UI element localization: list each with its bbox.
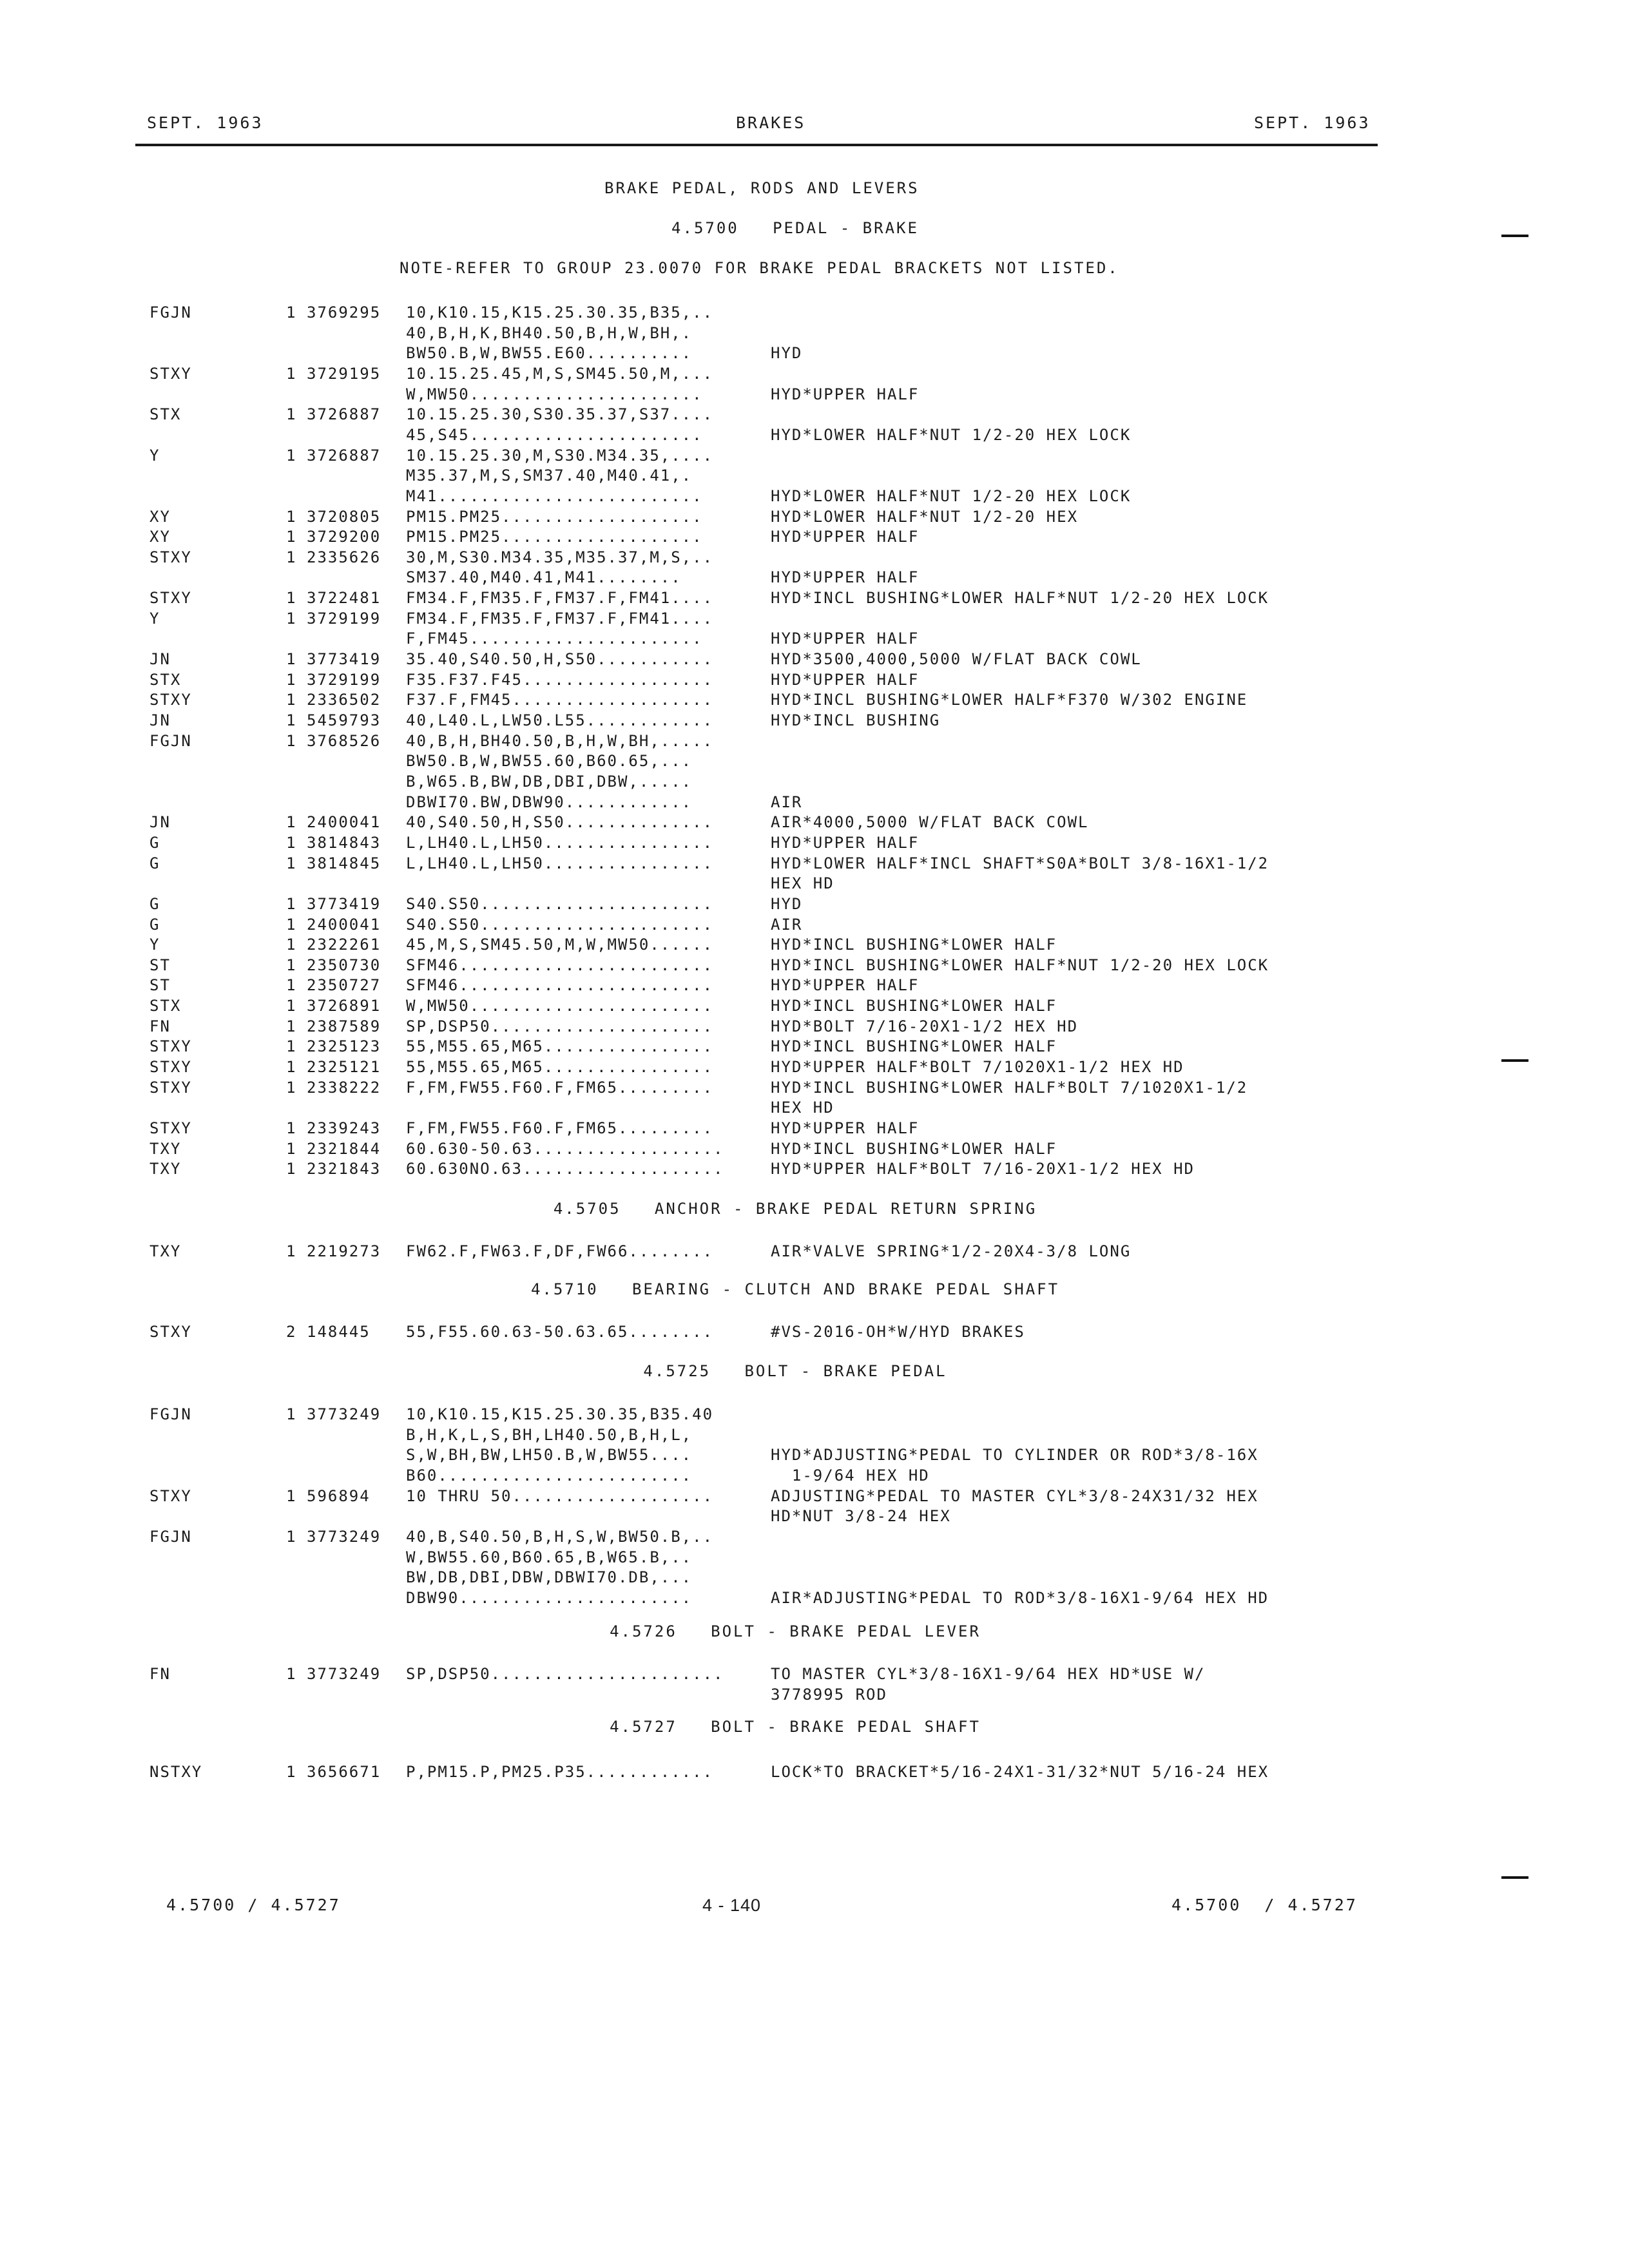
row-mod: 60.630-50.63.................. <box>406 1140 724 1158</box>
row-part: 2400041 <box>307 916 381 934</box>
row-part: 3729199 <box>307 610 381 628</box>
row-app: STXY <box>149 1037 192 1055</box>
margin-mark-2 <box>1501 1059 1528 1062</box>
row-rem: HYD*INCL BUSHING*LOWER HALF*F370 W/302 ENGINE <box>771 691 1248 709</box>
row-rem: HYD*INCL BUSHING*LOWER HALF*NUT 1/2-20 HEX LOCK <box>771 589 1269 607</box>
row-app: G <box>149 916 160 934</box>
row-rem: HYD*ADJUSTING*PEDAL TO CYLINDER OR ROD*3/8-16X <box>771 1446 1258 1464</box>
row-mod: 45,M,S,SM45.50,M,W,MW50...... <box>406 936 714 954</box>
row-app: Y <box>149 610 160 628</box>
row-app: FN <box>149 1665 171 1683</box>
section-heading: 4.5705 ANCHOR - BRAKE PEDAL RETURN SPRING <box>553 1200 1037 1218</box>
row-mod: S40.S50...................... <box>406 895 714 913</box>
row-mod: P,PM15.P,PM25.P35............ <box>406 1763 714 1781</box>
row-app: ST <box>149 976 171 994</box>
row-qty: 1 <box>286 1119 297 1137</box>
row-part: 3726887 <box>307 405 381 423</box>
row-app: XY <box>149 528 171 546</box>
row-mod: BW,DB,DBI,DBW,DBWI70.DB,... <box>406 1568 693 1586</box>
row-part: 3726891 <box>307 997 381 1015</box>
row-part: 596894 <box>307 1487 371 1505</box>
row-rem: AIR*VALVE SPRING*1/2-20X4-3/8 LONG <box>771 1242 1132 1260</box>
row-qty: 1 <box>286 1665 297 1683</box>
row-part: 5459793 <box>307 711 381 729</box>
row-app: JN <box>149 813 171 831</box>
row-part: 3773249 <box>307 1665 381 1683</box>
row-qty: 1 <box>286 1017 297 1035</box>
row-qty: 1 <box>286 303 297 322</box>
row-qty: 1 <box>286 528 297 546</box>
row-qty: 1 <box>286 1140 297 1158</box>
row-app: TXY <box>149 1242 182 1260</box>
row-qty: 1 <box>286 610 297 628</box>
row-qty: 1 <box>286 1528 297 1546</box>
row-qty: 1 <box>286 1242 297 1260</box>
row-app: TXY <box>149 1140 182 1158</box>
row-app: G <box>149 895 160 913</box>
row-mod: 40,S40.50,H,S50.............. <box>406 813 714 831</box>
row-mod: DBWI70.BW,DBW90............ <box>406 793 693 811</box>
header-date-right: SEPT. 1963 <box>1254 113 1371 132</box>
row-mod: 10.15.25.45,M,S,SM45.50,M,... <box>406 365 714 383</box>
row-mod: 55,F55.60.63-50.63.65........ <box>406 1323 714 1341</box>
row-qty: 1 <box>286 711 297 729</box>
row-mod: 40,B,H,K,BH40.50,B,H,W,BH,. <box>406 324 693 342</box>
row-part: 2350730 <box>307 956 381 974</box>
row-app: ST <box>149 956 171 974</box>
row-part: 2339243 <box>307 1119 381 1137</box>
section-heading: 4.5726 BOLT - BRAKE PEDAL LEVER <box>610 1622 981 1640</box>
row-app: STXY <box>149 1058 192 1076</box>
row-rem: HYD*LOWER HALF*NUT 1/2-20 HEX <box>771 508 1079 526</box>
row-part: 2335626 <box>307 548 381 566</box>
row-qty: 1 <box>286 1763 297 1781</box>
row-mod: M35.37,M,S,SM37.40,M40.41,. <box>406 466 693 485</box>
footer-page-number: 4 - 140 <box>702 1896 762 1915</box>
header-date-left: SEPT. 1963 <box>147 113 264 132</box>
row-mod: 30,M,S30.M34.35,M35.37,M,S,.. <box>406 548 714 566</box>
row-rem: HYD <box>771 895 803 913</box>
row-app: STXY <box>149 1119 192 1137</box>
row-app: STXY <box>149 365 192 383</box>
row-mod: L,LH40.L,LH50................ <box>406 834 714 852</box>
row-rem: HYD*3500,4000,5000 W/FLAT BACK COWL <box>771 650 1142 668</box>
row-qty: 1 <box>286 671 297 689</box>
row-mod: B60........................ <box>406 1466 693 1485</box>
row-rem: #VS-2016-OH*W/HYD BRAKES <box>771 1323 1025 1341</box>
row-part: 2387589 <box>307 1017 381 1035</box>
row-mod: FM34.F,FM35.F,FM37.F,FM41.... <box>406 589 714 607</box>
row-rem: HYD*INCL BUSHING*LOWER HALF*BOLT 7/1020X1-1/2 <box>771 1079 1248 1097</box>
row-mod: 40,L40.L,LW50.L55............ <box>406 711 714 729</box>
row-rem: AIR <box>771 793 803 811</box>
row-rem: HD*NUT 3/8-24 HEX <box>771 1507 951 1525</box>
row-qty: 1 <box>286 589 297 607</box>
row-app: G <box>149 834 160 852</box>
margin-mark-1 <box>1501 235 1528 237</box>
row-part: 3729195 <box>307 365 381 383</box>
row-part: 3769295 <box>307 303 381 322</box>
row-rem: HYD*INCL BUSHING <box>771 711 941 729</box>
row-app: NSTXY <box>149 1763 203 1781</box>
row-qty: 1 <box>286 1058 297 1076</box>
row-rem: HYD*INCL BUSHING*LOWER HALF*NUT 1/2-20 HEX LOCK <box>771 956 1269 974</box>
row-qty: 1 <box>286 834 297 852</box>
row-app: STXY <box>149 589 192 607</box>
row-rem: HYD*UPPER HALF <box>771 629 920 648</box>
row-part: 3773249 <box>307 1405 381 1423</box>
row-part: 2321844 <box>307 1140 381 1158</box>
row-app: Y <box>149 936 160 954</box>
row-qty: 1 <box>286 936 297 954</box>
row-mod: S40.S50...................... <box>406 916 714 934</box>
row-rem: HYD*LOWER HALF*NUT 1/2-20 HEX LOCK <box>771 487 1132 505</box>
row-mod: 40,B,S40.50,B,H,S,W,BW50.B,.. <box>406 1528 714 1546</box>
section-heading: 4.5727 BOLT - BRAKE PEDAL SHAFT <box>610 1718 981 1736</box>
row-qty: 1 <box>286 916 297 934</box>
row-part: 2219273 <box>307 1242 381 1260</box>
row-app: FGJN <box>149 1528 192 1546</box>
row-mod: F,FM,FW55.F60.F,FM65......... <box>406 1119 714 1137</box>
row-qty: 1 <box>286 447 297 465</box>
row-app: STX <box>149 997 182 1015</box>
header-section-title: BRAKES <box>736 113 806 132</box>
row-app: JN <box>149 711 171 729</box>
row-mod: 55,M55.65,M65................ <box>406 1058 714 1076</box>
row-app: FGJN <box>149 303 192 322</box>
row-app: FGJN <box>149 732 192 750</box>
row-part: 2350727 <box>307 976 381 994</box>
row-qty: 1 <box>286 1160 297 1178</box>
row-mod: 10.15.25.30,M,S30.M34.35,.... <box>406 447 714 465</box>
row-rem: AIR*ADJUSTING*PEDAL TO ROD*3/8-16X1-9/64 HEX HD <box>771 1589 1269 1607</box>
row-mod: SFM46........................ <box>406 956 714 974</box>
row-part: 3773419 <box>307 650 381 668</box>
header-rule <box>135 144 1378 146</box>
row-app: STXY <box>149 1323 192 1341</box>
row-mod: 10 THRU 50................... <box>406 1487 714 1505</box>
row-qty: 2 <box>286 1323 297 1341</box>
row-part: 3729199 <box>307 671 381 689</box>
row-part: 3768526 <box>307 732 381 750</box>
row-mod: 60.630NO.63................... <box>406 1160 724 1178</box>
row-mod: L,LH40.L,LH50................ <box>406 854 714 872</box>
row-mod: PM15.PM25................... <box>406 528 703 546</box>
row-rem: HYD <box>771 344 803 362</box>
row-part: 3773249 <box>307 1528 381 1546</box>
row-mod: 10.15.25.30,S30.35.37,S37.... <box>406 405 714 423</box>
row-rem: HYD*INCL BUSHING*LOWER HALF <box>771 1140 1057 1158</box>
row-app: Y <box>149 447 160 465</box>
row-app: STXY <box>149 1487 192 1505</box>
row-app: FGJN <box>149 1405 192 1423</box>
row-app: STX <box>149 671 182 689</box>
row-rem: HYD*INCL BUSHING*LOWER HALF <box>771 936 1057 954</box>
row-mod: BW50.B,W,BW55.60,B60.65,... <box>406 752 693 770</box>
row-rem: HYD*UPPER HALF <box>771 834 920 852</box>
row-qty: 1 <box>286 813 297 831</box>
row-rem: HYD*UPPER HALF <box>771 568 920 586</box>
row-qty: 1 <box>286 1405 297 1423</box>
row-mod: 10,K10.15,K15.25.30.35,B35.40 <box>406 1405 714 1423</box>
section-heading: 4.5710 BEARING - CLUTCH AND BRAKE PEDAL SHAFT <box>530 1280 1060 1298</box>
row-rem: HYD*UPPER HALF <box>771 528 920 546</box>
row-qty: 1 <box>286 1079 297 1097</box>
row-rem: 3778995 ROD <box>771 1686 887 1704</box>
row-app: JN <box>149 650 171 668</box>
row-rem: AIR*4000,5000 W/FLAT BACK COWL <box>771 813 1089 831</box>
row-rem: ADJUSTING*PEDAL TO MASTER CYL*3/8-24X31/32 HEX <box>771 1487 1258 1505</box>
row-rem: HYD*UPPER HALF <box>771 1119 920 1137</box>
row-rem: HYD*UPPER HALF*BOLT 7/16-20X1-1/2 HEX HD <box>771 1160 1195 1178</box>
row-mod: 10,K10.15,K15.25.30.35,B35,.. <box>406 303 714 322</box>
row-mod: SP,DSP50..................... <box>406 1017 714 1035</box>
row-app: G <box>149 854 160 872</box>
row-app: STXY <box>149 1079 192 1097</box>
section-heading: 4.5700 PEDAL - BRAKE <box>671 219 919 237</box>
row-part: 2322261 <box>307 936 381 954</box>
row-mod: PM15.PM25................... <box>406 508 703 526</box>
row-mod: SFM46........................ <box>406 976 714 994</box>
row-rem: HYD*UPPER HALF <box>771 671 920 689</box>
row-mod: FM34.F,FM35.F,FM37.F,FM41.... <box>406 610 714 628</box>
row-rem: HYD*BOLT 7/16-20X1-1/2 HEX HD <box>771 1017 1079 1035</box>
row-rem: HEX HD <box>771 874 834 892</box>
row-rem: TO MASTER CYL*3/8-16X1-9/64 HEX HD*USE W/ <box>771 1665 1206 1683</box>
row-qty: 1 <box>286 895 297 913</box>
row-mod: B,H,K,L,S,BH,LH40.50,B,H,L, <box>406 1426 693 1444</box>
row-rem: HYD*LOWER HALF*INCL SHAFT*S0A*BOLT 3/8-16X1-1/2 <box>771 854 1269 872</box>
row-part: 2336502 <box>307 691 381 709</box>
row-qty: 1 <box>286 1487 297 1505</box>
footer-range-left: 4.5700 / 4.5727 <box>166 1896 341 1914</box>
row-mod: SP,DSP50...................... <box>406 1665 724 1683</box>
row-rem: HYD*UPPER HALF <box>771 385 920 403</box>
row-part: 3814845 <box>307 854 381 872</box>
row-mod: F,FM,FW55.F60.F,FM65......... <box>406 1079 714 1097</box>
row-part: 3773419 <box>307 895 381 913</box>
row-part: 3814843 <box>307 834 381 852</box>
page-note: NOTE-REFER TO GROUP 23.0070 FOR BRAKE PEDAL BRACKETS NOT LISTED. <box>400 259 1119 277</box>
row-mod: 45,S45...................... <box>406 426 703 444</box>
row-mod: W,MW50...................... <box>406 385 703 403</box>
row-app: TXY <box>149 1160 182 1178</box>
margin-mark-3 <box>1501 1876 1528 1879</box>
row-part: 3722481 <box>307 589 381 607</box>
row-app: STXY <box>149 691 192 709</box>
row-mod: F35.F37.F45.................. <box>406 671 714 689</box>
row-mod: W,MW50....................... <box>406 997 714 1015</box>
row-rem: HYD*UPPER HALF*BOLT 7/1020X1-1/2 HEX HD <box>771 1058 1184 1076</box>
row-mod: W,BW55.60,B60.65,B,W65.B,.. <box>406 1548 693 1566</box>
row-qty: 1 <box>286 405 297 423</box>
row-qty: 1 <box>286 956 297 974</box>
footer-range-right: 4.5700 / 4.5727 <box>1171 1896 1358 1914</box>
row-rem: HYD*LOWER HALF*NUT 1/2-20 HEX LOCK <box>771 426 1132 444</box>
row-qty: 1 <box>286 1037 297 1055</box>
row-mod: 55,M55.65,M65................ <box>406 1037 714 1055</box>
row-rem: AIR <box>771 916 803 934</box>
row-part: 2400041 <box>307 813 381 831</box>
row-rem: HYD*INCL BUSHING*LOWER HALF <box>771 997 1057 1015</box>
row-qty: 1 <box>286 976 297 994</box>
row-rem: HYD*INCL BUSHING*LOWER HALF <box>771 1037 1057 1055</box>
row-part: 2325121 <box>307 1058 381 1076</box>
row-rem: LOCK*TO BRACKET*5/16-24X1-31/32*NUT 5/16-24 HEX <box>771 1763 1269 1781</box>
row-mod: DBW90...................... <box>406 1589 693 1607</box>
row-qty: 1 <box>286 650 297 668</box>
row-qty: 1 <box>286 691 297 709</box>
row-mod: 35.40,S40.50,H,S50........... <box>406 650 714 668</box>
row-mod: S,W,BH,BW,LH50.B,W,BW55.... <box>406 1446 693 1464</box>
row-part: 148445 <box>307 1323 371 1341</box>
row-app: FN <box>149 1017 171 1035</box>
row-qty: 1 <box>286 548 297 566</box>
row-mod: 40,B,H,BH40.50,B,H,W,BH,..... <box>406 732 714 750</box>
row-part: 2321843 <box>307 1160 381 1178</box>
row-part: 2325123 <box>307 1037 381 1055</box>
row-part: 2338222 <box>307 1079 381 1097</box>
row-mod: F37.F,FM45................... <box>406 691 714 709</box>
row-mod: SM37.40,M40.41,M41........ <box>406 568 682 586</box>
row-part: 3656671 <box>307 1763 381 1781</box>
row-mod: M41......................... <box>406 487 703 505</box>
row-part: 3729200 <box>307 528 381 546</box>
section-heading: 4.5725 BOLT - BRAKE PEDAL <box>643 1362 947 1380</box>
row-mod: B,W65.B,BW,DB,DBI,DBW,..... <box>406 773 693 791</box>
row-part: 3720805 <box>307 508 381 526</box>
row-app: STXY <box>149 548 192 566</box>
row-qty: 1 <box>286 508 297 526</box>
row-qty: 1 <box>286 854 297 872</box>
row-rem: HEX HD <box>771 1099 834 1117</box>
row-rem: HYD*UPPER HALF <box>771 976 920 994</box>
row-mod: FW62.F,FW63.F,DF,FW66........ <box>406 1242 714 1260</box>
row-qty: 1 <box>286 365 297 383</box>
row-qty: 1 <box>286 732 297 750</box>
row-part: 3726887 <box>307 447 381 465</box>
row-app: STX <box>149 405 182 423</box>
row-app: XY <box>149 508 171 526</box>
page-title: BRAKE PEDAL, RODS AND LEVERS <box>604 179 920 197</box>
row-mod: BW50.B,W,BW55.E60.......... <box>406 344 693 362</box>
row-qty: 1 <box>286 997 297 1015</box>
row-rem: 1-9/64 HEX HD <box>771 1466 930 1485</box>
row-mod: F,FM45...................... <box>406 629 703 648</box>
